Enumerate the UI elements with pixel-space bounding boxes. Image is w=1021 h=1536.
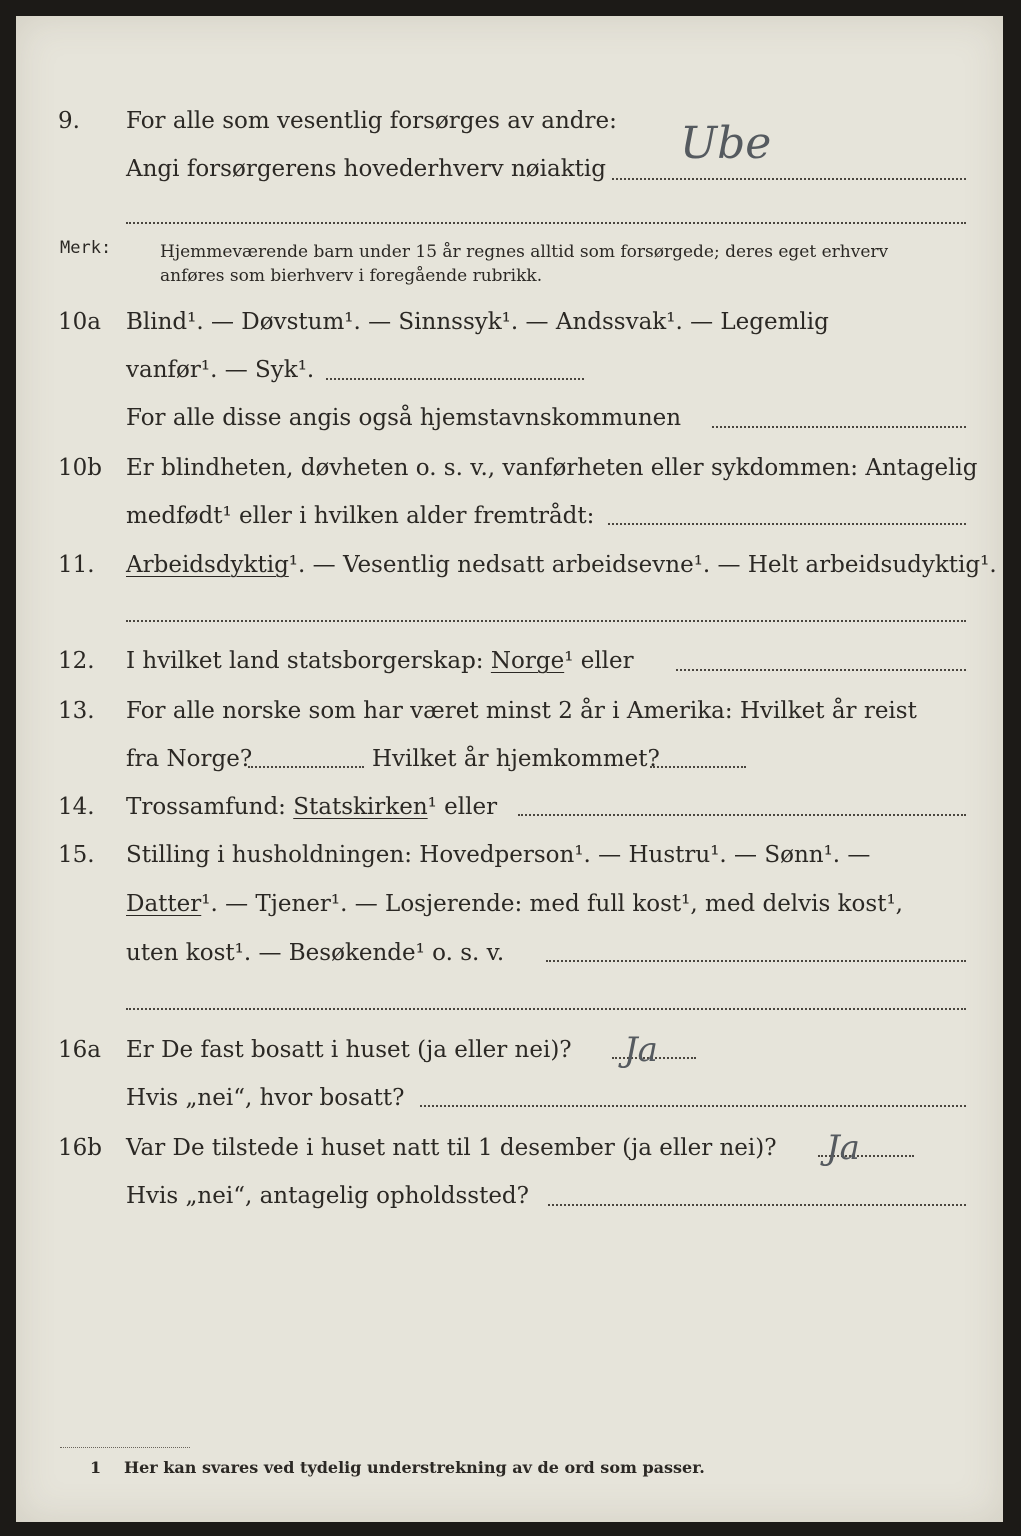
question-text: Blind¹. — Døvstum¹. — Sinnssyk¹. — Andssvak¹. — Legemlig [126,309,829,335]
question-text: Var De tilstede i huset natt til 1 desember (ja eller nei)? [126,1135,777,1161]
question-text: Er De fast bosatt i huset (ja eller nei)? [126,1037,572,1063]
question-text-post: ¹ eller [427,794,498,820]
question-number: 9. [58,108,80,134]
question-text-pre: Trossamfund: [126,794,286,820]
question-text-post: ¹ eller [564,648,634,674]
question-number: 10a [58,309,101,335]
question-text [126,890,903,918]
selected-option: Statskirken [293,794,428,820]
note-text-line1: Hjemmeværende barn under 15 år regnes alltid som forsørgede; deres eget erhverv [160,242,889,262]
answer-line [126,222,966,224]
answer-line [420,1105,966,1107]
answer-line [712,426,966,428]
handwritten-answer: Ube [680,118,772,169]
question-text-rest: ¹. — Tjener¹. — Losjerende: med full kost¹, med delvis kost¹, [201,891,903,917]
question-number: 12. [58,648,95,674]
question-text-rest: ¹. — Vesentlig nedsatt arbeidsevne¹. — Helt arbeidsudyktig¹. [288,552,997,578]
selected-option: Norge [490,648,565,674]
question-text: Hvis „nei“, hvor bosatt? [126,1085,405,1111]
question-text: Angi forsørgerens hovederhverv nøiaktig [126,156,606,182]
question-text-pre: I hvilket land statsborgerskap: [126,648,484,674]
answer-line [126,620,966,622]
question-text [126,551,997,579]
question-text: uten kost¹. — Besøkende¹ o. s. v. [126,940,505,966]
question-text: Stilling i husholdningen: Hovedperson¹. — Hustru¹. — Sønn¹. — [126,842,871,868]
footnote-mark: 1 [90,1458,102,1477]
answer-line [248,766,364,768]
question-text: Er blindheten, døvheten o. s. v., vanførheten eller sykdommen: Antagelig [126,455,978,481]
question-number: 10b [58,455,102,481]
answer-line [326,378,584,380]
question-text: medfødt¹ eller i hvilken alder fremtrådt: [126,503,595,529]
note-text-line2: anføres som bierhverv i foregående rubrikk. [160,266,543,286]
answer-line [676,669,966,671]
handwritten-answer: Ja [826,1128,860,1168]
answer-line [126,1008,966,1010]
question-text-a: fra Norge? [126,746,253,772]
footnote-text: Her kan svares ved tydelig understrekning av de ord som passer. [124,1458,705,1477]
answer-line [518,814,966,816]
selected-option: Datter [126,891,202,917]
question-number: 16a [58,1037,101,1063]
selected-option: Arbeidsdyktig [126,552,289,578]
question-text-b: Hvilket år hjemkommet? [372,746,660,772]
question-number: 15. [58,842,95,868]
question-text [126,647,634,675]
answer-line [548,1204,966,1206]
question-text [126,793,497,821]
answer-line [650,766,746,768]
question-text: Hvis „nei“, antagelig opholdssted? [126,1183,529,1209]
question-text: For alle norske som har været minst 2 år i Amerika: Hvilket år reist [126,698,917,724]
question-number: 11. [58,552,95,578]
question-text: For alle som vesentlig forsørges av andre: [126,108,617,134]
question-text: vanfør¹. — Syk¹. [126,357,315,383]
question-text: For alle disse angis også hjemstavnskommunen [126,405,682,431]
footnote-rule [60,1447,190,1448]
question-number: 14. [58,794,95,820]
answer-line [612,178,966,180]
question-number: 16b [58,1135,102,1161]
answer-line [608,523,966,525]
question-number: 13. [58,698,95,724]
note-label: Merk: [60,238,112,258]
answer-line [546,960,966,962]
handwritten-answer: Ja [624,1030,658,1070]
